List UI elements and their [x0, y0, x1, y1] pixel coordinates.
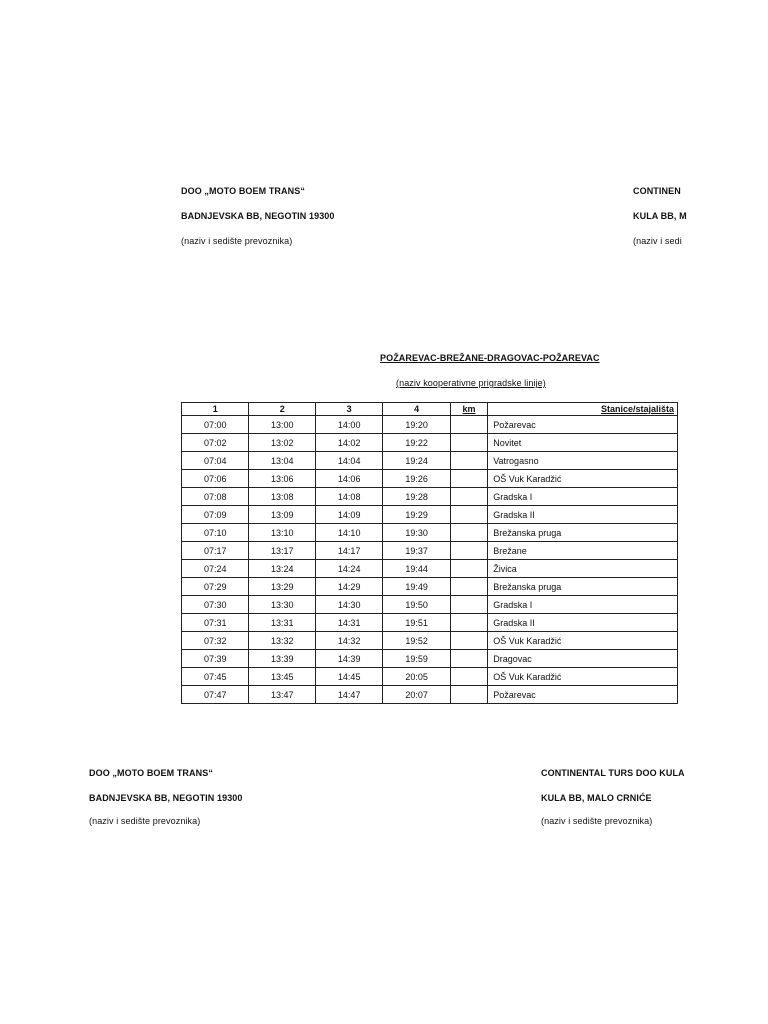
- km-cell: [450, 470, 487, 488]
- km-cell: [450, 542, 487, 560]
- station-cell: Živica: [488, 560, 678, 578]
- departure-1-cell: 07:29: [182, 578, 249, 596]
- table-row: [182, 470, 678, 488]
- top-right-note: (naziv i sedi: [633, 236, 682, 246]
- header-km: km: [450, 403, 487, 416]
- table-row: [182, 596, 678, 614]
- departure-4-cell: 19:20: [383, 416, 450, 434]
- km-cell: [450, 488, 487, 506]
- table-row: [182, 416, 678, 434]
- table-row: [182, 434, 678, 452]
- table-row: [182, 614, 678, 632]
- table-row: [182, 452, 678, 470]
- departure-3-cell: 14:24: [315, 560, 382, 578]
- table-row: [182, 506, 678, 524]
- line-subtitle: (naziv kooperativne prigradske linije): [396, 378, 546, 388]
- km-cell: [450, 524, 487, 542]
- departure-1-cell: 07:02: [182, 434, 249, 452]
- departure-1-cell: 07:45: [182, 668, 249, 686]
- timetable-header-row: [182, 403, 678, 416]
- km-cell: [450, 614, 487, 632]
- table-row: [182, 650, 678, 668]
- departure-2-cell: 13:02: [249, 434, 316, 452]
- departure-4-cell: 20:05: [383, 668, 450, 686]
- bottom-right-company: CONTINENTAL TURS DOO KULA: [541, 768, 685, 778]
- departure-1-cell: 07:47: [182, 686, 249, 704]
- departure-3-cell: 14:02: [315, 434, 382, 452]
- departure-4-cell: 20:07: [383, 686, 450, 704]
- table-row: [182, 632, 678, 650]
- km-cell: [450, 596, 487, 614]
- km-cell: [450, 416, 487, 434]
- departure-3-cell: 14:10: [315, 524, 382, 542]
- departure-2-cell: 13:10: [249, 524, 316, 542]
- station-cell: Brežanska pruga: [488, 524, 678, 542]
- header-col-2: 2: [249, 403, 316, 416]
- departure-3-cell: 14:32: [315, 632, 382, 650]
- table-row: [182, 560, 678, 578]
- top-right-address: KULA BB, M: [633, 211, 687, 221]
- departure-4-cell: 19:51: [383, 614, 450, 632]
- km-cell: [450, 650, 487, 668]
- departure-2-cell: 13:06: [249, 470, 316, 488]
- departure-4-cell: 19:28: [383, 488, 450, 506]
- departure-3-cell: 14:00: [315, 416, 382, 434]
- departure-1-cell: 07:08: [182, 488, 249, 506]
- departure-2-cell: 13:30: [249, 596, 316, 614]
- station-cell: OŠ Vuk Karadžić: [488, 668, 678, 686]
- departure-1-cell: 07:30: [182, 596, 249, 614]
- top-right-company: CONTINEN: [633, 186, 681, 196]
- line-title: POŽAREVAC-BREŽANE-DRAGOVAC-POŽAREVAC: [380, 353, 600, 363]
- departure-1-cell: 07:06: [182, 470, 249, 488]
- departure-1-cell: 07:04: [182, 452, 249, 470]
- departure-3-cell: 14:47: [315, 686, 382, 704]
- top-left-note: (naziv i sedište prevoznika): [181, 236, 293, 246]
- table-row: [182, 524, 678, 542]
- station-cell: Brežane: [488, 542, 678, 560]
- top-left-company: DOO „MOTO BOEM TRANS“: [181, 186, 305, 196]
- departure-3-cell: 14:17: [315, 542, 382, 560]
- km-cell: [450, 578, 487, 596]
- km-cell: [450, 686, 487, 704]
- header-col-4: 4: [383, 403, 450, 416]
- departure-3-cell: 14:04: [315, 452, 382, 470]
- departure-1-cell: 07:31: [182, 614, 249, 632]
- departure-4-cell: 19:30: [383, 524, 450, 542]
- departure-3-cell: 14:39: [315, 650, 382, 668]
- station-cell: Požarevac: [488, 416, 678, 434]
- departure-4-cell: 19:50: [383, 596, 450, 614]
- bottom-right-address: KULA BB, MALO CRNIĆE: [541, 793, 652, 803]
- station-cell: OŠ Vuk Karadžić: [488, 470, 678, 488]
- station-cell: Vatrogasno: [488, 452, 678, 470]
- departure-3-cell: 14:31: [315, 614, 382, 632]
- departure-1-cell: 07:17: [182, 542, 249, 560]
- station-cell: Gradska II: [488, 614, 678, 632]
- departure-1-cell: 07:32: [182, 632, 249, 650]
- bottom-left-note: (naziv i sedište prevoznika): [89, 816, 201, 826]
- departure-4-cell: 19:29: [383, 506, 450, 524]
- departure-1-cell: 07:10: [182, 524, 249, 542]
- departure-3-cell: 14:09: [315, 506, 382, 524]
- station-cell: Gradska I: [488, 488, 678, 506]
- km-cell: [450, 632, 487, 650]
- km-cell: [450, 668, 487, 686]
- table-row: [182, 578, 678, 596]
- km-cell: [450, 560, 487, 578]
- station-cell: OŠ Vuk Karadžić: [488, 632, 678, 650]
- header-col-3: 3: [315, 403, 382, 416]
- departure-2-cell: 13:24: [249, 560, 316, 578]
- departure-1-cell: 07:00: [182, 416, 249, 434]
- departure-2-cell: 13:32: [249, 632, 316, 650]
- departure-4-cell: 19:44: [383, 560, 450, 578]
- departure-1-cell: 07:09: [182, 506, 249, 524]
- header-stations: Stanice/stajališta: [488, 403, 678, 416]
- departure-3-cell: 14:30: [315, 596, 382, 614]
- table-row: [182, 488, 678, 506]
- station-cell: Dragovac: [488, 650, 678, 668]
- timetable-body: [182, 416, 678, 704]
- departure-1-cell: 07:24: [182, 560, 249, 578]
- header-col-1: 1: [182, 403, 249, 416]
- table-row: [182, 542, 678, 560]
- departure-3-cell: 14:45: [315, 668, 382, 686]
- departure-4-cell: 19:22: [383, 434, 450, 452]
- departure-2-cell: 13:09: [249, 506, 316, 524]
- station-cell: Novitet: [488, 434, 678, 452]
- bottom-left-address: BADNJEVSKA BB, NEGOTIN 19300: [89, 793, 243, 803]
- departure-4-cell: 19:59: [383, 650, 450, 668]
- km-cell: [450, 452, 487, 470]
- departure-3-cell: 14:06: [315, 470, 382, 488]
- departure-2-cell: 13:04: [249, 452, 316, 470]
- departure-4-cell: 19:26: [383, 470, 450, 488]
- km-cell: [450, 506, 487, 524]
- timetable: [181, 402, 678, 704]
- bottom-left-company: DOO „MOTO BOEM TRANS“: [89, 768, 213, 778]
- departure-2-cell: 13:39: [249, 650, 316, 668]
- top-left-address: BADNJEVSKA BB, NEGOTIN 19300: [181, 211, 335, 221]
- departure-1-cell: 07:39: [182, 650, 249, 668]
- departure-2-cell: 13:08: [249, 488, 316, 506]
- station-cell: Gradska II: [488, 506, 678, 524]
- departure-4-cell: 19:49: [383, 578, 450, 596]
- station-cell: Požarevac: [488, 686, 678, 704]
- departure-2-cell: 13:17: [249, 542, 316, 560]
- departure-4-cell: 19:24: [383, 452, 450, 470]
- departure-4-cell: 19:37: [383, 542, 450, 560]
- departure-2-cell: 13:00: [249, 416, 316, 434]
- table-row: [182, 686, 678, 704]
- station-cell: Brežanska pruga: [488, 578, 678, 596]
- station-cell: Gradska I: [488, 596, 678, 614]
- table-row: [182, 668, 678, 686]
- bottom-right-note: (naziv i sedište prevoznika): [541, 816, 653, 826]
- departure-2-cell: 13:31: [249, 614, 316, 632]
- departure-2-cell: 13:47: [249, 686, 316, 704]
- departure-3-cell: 14:08: [315, 488, 382, 506]
- km-cell: [450, 434, 487, 452]
- departure-2-cell: 13:45: [249, 668, 316, 686]
- departure-4-cell: 19:52: [383, 632, 450, 650]
- departure-3-cell: 14:29: [315, 578, 382, 596]
- departure-2-cell: 13:29: [249, 578, 316, 596]
